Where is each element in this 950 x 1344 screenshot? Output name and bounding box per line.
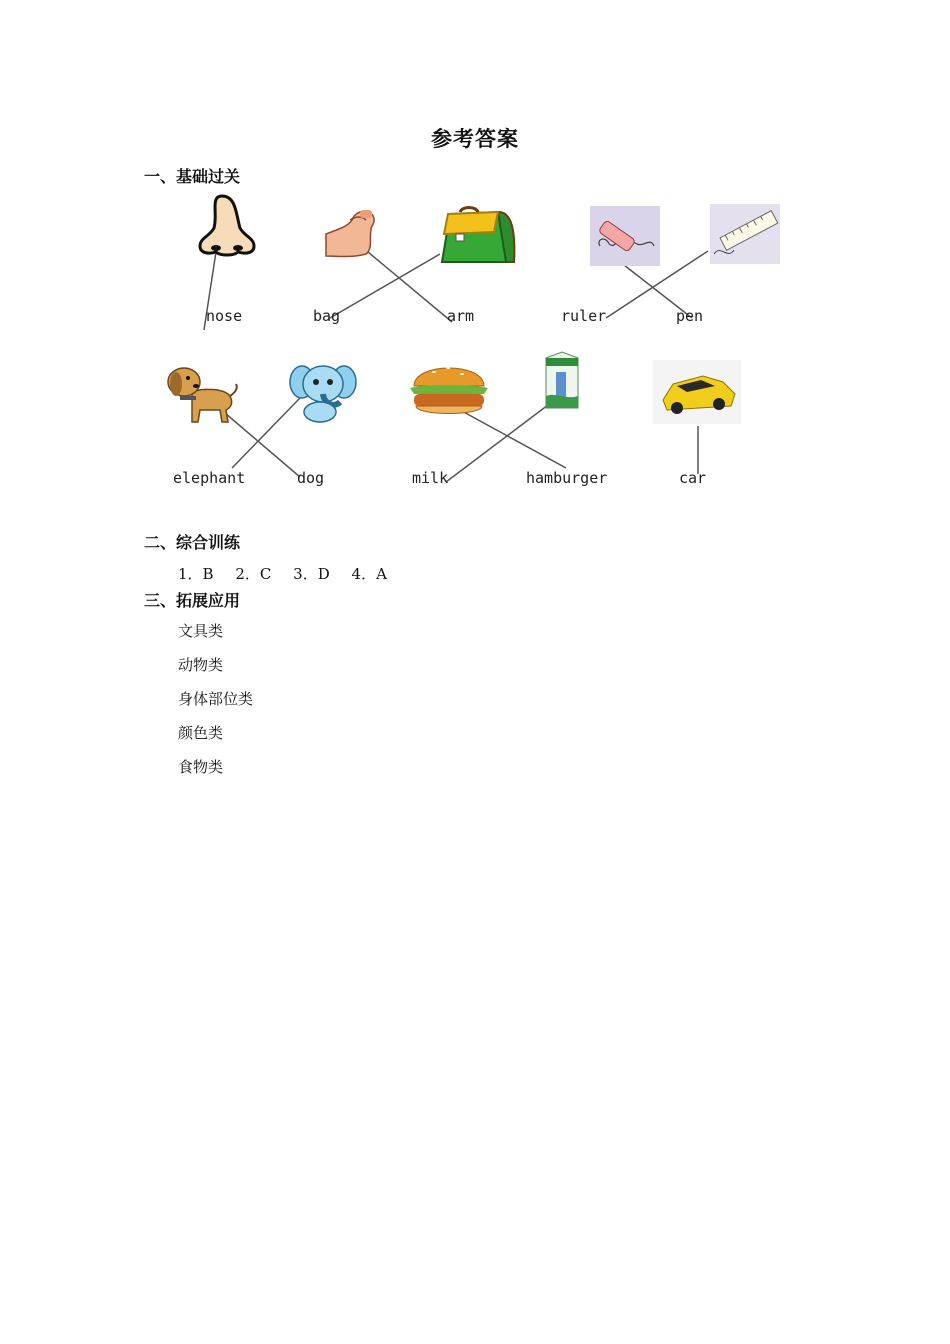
word-milk: milk bbox=[412, 469, 449, 487]
word-dog: dog bbox=[297, 469, 325, 487]
word-car: car bbox=[679, 469, 707, 487]
hamburger-icon bbox=[408, 356, 490, 420]
category-body-parts: 身体部位类 bbox=[178, 690, 254, 708]
answer-4: 4．A bbox=[351, 565, 387, 583]
word-elephant: elephant bbox=[173, 469, 246, 487]
category-animals: 动物类 bbox=[178, 656, 224, 674]
ruler-icon bbox=[710, 204, 780, 264]
section-heading-basic: 一、基础过关 bbox=[144, 167, 241, 186]
section-heading-training: 二、综合训练 bbox=[144, 533, 241, 552]
answer-3: 3．D bbox=[293, 565, 330, 583]
nose-icon bbox=[196, 194, 258, 260]
word-hamburger: hamburger bbox=[526, 469, 608, 487]
word-arm: arm bbox=[447, 307, 475, 325]
dog-icon bbox=[162, 362, 240, 426]
word-nose: nose bbox=[206, 307, 243, 325]
page-title: 参考答案 bbox=[431, 127, 519, 151]
elephant-icon bbox=[290, 358, 356, 424]
word-bag: bag bbox=[313, 307, 341, 325]
answer-1: 1．B bbox=[178, 565, 214, 583]
car-icon bbox=[653, 360, 741, 424]
answer-2: 2．C bbox=[235, 565, 272, 583]
milk-icon bbox=[542, 350, 582, 410]
category-stationery: 文具类 bbox=[178, 622, 224, 640]
pen-icon bbox=[590, 206, 660, 266]
answer-list bbox=[178, 563, 404, 584]
word-pen: pen bbox=[676, 307, 704, 325]
category-colors: 颜色类 bbox=[178, 724, 224, 742]
category-food: 食物类 bbox=[178, 758, 224, 776]
word-ruler: ruler bbox=[561, 307, 607, 325]
arm-icon bbox=[322, 208, 380, 260]
section-heading-extension: 三、拓展应用 bbox=[144, 591, 241, 610]
bag-icon bbox=[436, 206, 520, 266]
